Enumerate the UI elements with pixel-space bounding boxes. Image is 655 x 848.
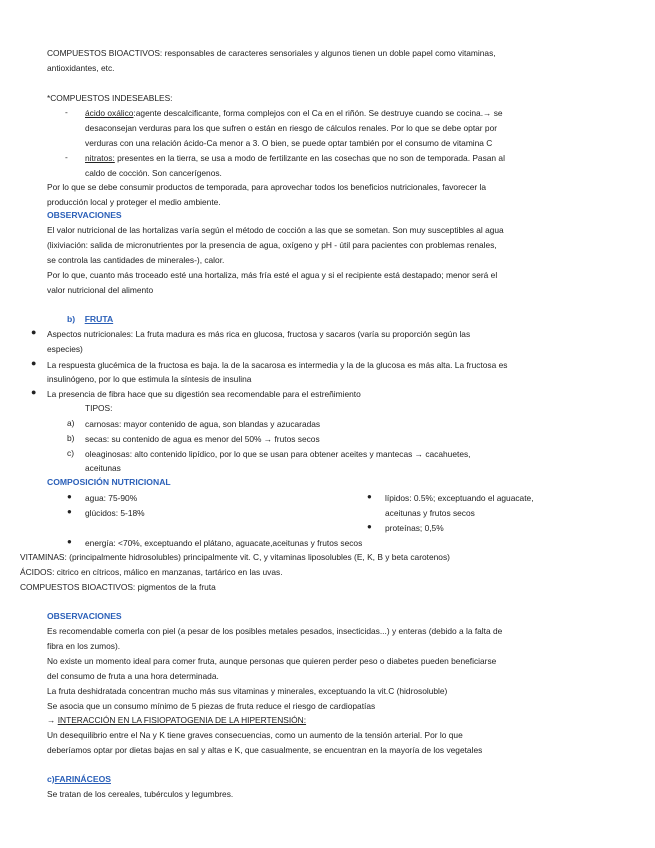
consumir-line-2: producción local y proteger el medio ambiente. <box>47 197 221 207</box>
tipo-c-label: c) <box>67 448 74 458</box>
oxalico-line-3: verduras con una relación ácido-Ca menor a 3. O bien, se puede optar también por el consumo de vitamina C <box>85 138 493 148</box>
obs2-line: No existe un momento ideal para comer fruta, aunque personas que quieren perder peso o diabetes pueden beneficiarse <box>47 656 497 666</box>
obs1-line: se controla las cantidades de minerales-), calor. <box>47 255 225 265</box>
interaccion-line <box>47 714 612 726</box>
composicion-heading: COMPOSICIÓN NUTRICIONAL <box>47 477 171 487</box>
fruta-bullet-2-line-2: insulinógeno, por lo que estimula la síntesis de insulina <box>47 374 252 384</box>
lipidos-item-1: lípidos: 0.5%; exceptuando el aguacate, <box>385 493 534 503</box>
bioactivos-line-1: COMPUESTOS BIOACTIVOS: responsables de caracteres sensoriales y algunos tienen un doble papel como vitaminas, <box>47 48 496 58</box>
acidos-line: ÁCIDOS: citrico en cítricos, málico en manzanas, tartárico en las uvas. <box>20 567 283 577</box>
obs2-line: Se asocia que un consumo mínimo de 5 piezas de fruta reduce el riesgo de cardiopatías <box>47 701 376 711</box>
bioactivos-line-2: antioxidantes, etc. <box>47 63 115 73</box>
arrow-glyph: → <box>47 715 58 725</box>
obs2-line: del consumo de fruta a una hora determinada. <box>47 671 219 681</box>
farinaceos-label: c) <box>47 774 55 784</box>
dot-marker: ● <box>67 537 72 546</box>
nitratos-line-1: nitratos: presentes en la tierra, se usa a modo de fertilizante en las cosechas que no son de temporada. Pasan al <box>85 153 505 163</box>
tipos-title: TIPOS: <box>85 403 113 413</box>
farinaceos-heading <box>47 773 612 785</box>
bullet-marker: ● <box>31 358 37 368</box>
fruta-bullet-1-line-1: Aspectos nutricionales: La fruta madura es más rica en glucosa, fructosa y sacaros (varía su proporción según las <box>47 329 471 339</box>
energia-item: energía: <70%, exceptuando el plátano, aguacate,aceitunas y frutos secos <box>85 538 363 548</box>
obs1-line: valor nutricional del alimento <box>47 285 154 295</box>
oxalico-term: ácido oxálico <box>85 108 134 118</box>
proteinas-item: proteínas; 0,5% <box>385 523 444 533</box>
dot-marker: ● <box>67 507 72 516</box>
fruta-bullet-3-line-1: La presencia de fibra hace que su digestión sea recomendable para el estreñimiento <box>47 389 361 399</box>
indeseables-title: *COMPUESTOS INDESEABLES: <box>47 93 173 103</box>
obs2-line: deberíamos optar por dietas bajas en sal y altas e K, que casualmente, se encuentran en la mayoría de los vegetales <box>47 745 483 755</box>
dash-marker: - <box>65 152 68 162</box>
obs1-line: Por lo que, cuanto más troceado esté una hortaliza, más fría esté el agua y si el recipiente está destapado; menor será el <box>47 270 498 280</box>
lipidos-item-2: aceitunas y frutos secos <box>385 508 475 518</box>
bullet-marker: ● <box>31 387 37 397</box>
farinaceos-title: FARINÁCEOS <box>54 774 111 784</box>
dot-marker: ● <box>367 492 372 501</box>
tipo-c-text-2: aceitunas <box>85 463 121 473</box>
vitaminas-line: VITAMINAS: (principalmente hidrosolubles) principalmente vit. C, y vitaminas liposolubles (E, K, B y beta carotenos) <box>20 552 450 562</box>
tipo-a-text: carnosas: mayor contenido de agua, son blandas y azucaradas <box>85 419 321 429</box>
bioactivos-fruta-line: COMPUESTOS BIOACTIVOS: pigmentos de la fruta <box>20 582 216 592</box>
tipo-b-label: b) <box>67 433 75 443</box>
obs2-line: fibra en los zumos). <box>47 641 121 651</box>
bullet-marker: ● <box>31 327 37 337</box>
observaciones-heading-2: OBSERVACIONES <box>47 611 122 621</box>
dash-marker: - <box>65 107 68 117</box>
obs1-line: El valor nutricional de las hortalizas varía según el método de cocción a las que se sometan. Son muy susceptibles al agua <box>47 225 504 235</box>
farinaceos-line: Se tratan de los cereales, tubérculos y legumbres. <box>47 789 234 799</box>
interaccion-heading: INTERACCIÓN EN LA FISIOPATOGENIA DE LA HIPERTENSIÓN: <box>57 715 307 725</box>
dot-marker: ● <box>67 492 72 501</box>
nitratos-term: nitratos: <box>85 153 115 163</box>
dot-marker: ● <box>367 522 372 531</box>
fruta-bullet-1-line-2: especies) <box>47 344 83 354</box>
fruta-heading <box>67 313 632 325</box>
fruta-bullet-2-line-1: La respuesta glucémica de la fructosa es baja. la de la sacarosa es intermedia y la de la glucosa es más alta. La fructosa es <box>47 360 508 370</box>
oxalico-line-1: ácido oxálico:agente descalcificante, forma complejos con el Ca en el riñón. Se destruye cuando se cocina.→ se <box>85 108 503 118</box>
tipo-a-label: a) <box>67 418 75 428</box>
obs2-line: Es recomendable comerla con piel (a pesar de los posibles metales pesados, insecticidas...) y enteras (debido a la falta de <box>47 626 503 636</box>
fruta-title: FRUTA <box>84 314 114 324</box>
tipo-c-text-1: oleaginosas: alto contenido lipídico, por lo que se usan para obtener aceites y mantecas → cacahuetes, <box>85 449 471 459</box>
consumir-line-1: Por lo que se debe consumir productos de temporada, para aprovechar todos los beneficios nutricionales, favorecer la <box>47 182 487 192</box>
agua-item: agua: 75-90% <box>85 493 138 503</box>
observaciones-heading-1: OBSERVACIONES <box>47 210 122 220</box>
obs1-line: (lixiviación: salida de micronutrientes por la presencia de agua, oxígeno y pH - útil para pacientes con problemas renales, <box>47 240 497 250</box>
obs2-line: Un desequilibrio entre el Na y K tiene graves consecuencias, como un aumento de la tensión arterial. Por lo que <box>47 730 463 740</box>
fruta-label: b) <box>67 314 76 324</box>
glucidos-item: glúcidos: 5-18% <box>85 508 145 518</box>
oxalico-line-2: desaconsejan verduras para los que sufren o están en riesgo de cálculos renales. Por lo que se debe optar por <box>85 123 498 133</box>
obs2-line: La fruta deshidratada concentran mucho más sus vitaminas y minerales, exceptuando la vit.C (hidrosoluble) <box>47 686 448 696</box>
nitratos-line-2: caldo de cocción. Son cancerígenos. <box>85 168 222 178</box>
tipo-b-text: secas: su contenido de agua es menor del 50% → frutos secos <box>85 434 320 444</box>
